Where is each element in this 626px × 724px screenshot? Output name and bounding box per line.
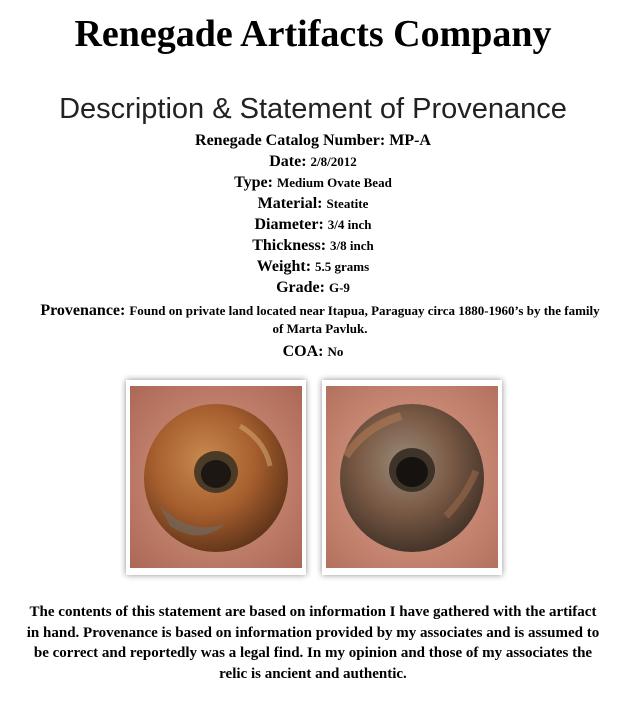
- field-value: 2/8/2012: [310, 154, 357, 169]
- field-label: Weight:: [256, 258, 312, 275]
- coa-row: [0, 341, 626, 362]
- field-grade: [0, 277, 626, 298]
- statement-footer: The contents of this statement are based on information I have gathered with the artifact in hand. Provenance is based on information provided by my associates and is assumed to be correct and reportedly was a legal find. In my opinion and those of my associates the relic is ancient and authentic.: [26, 604, 600, 682]
- field-label: Renegade Catalog Number:: [195, 132, 386, 149]
- field-material: [0, 193, 626, 214]
- field-value: 5.5 grams: [315, 259, 370, 274]
- field-label: Material:: [257, 195, 323, 212]
- artifact-fields: [0, 130, 626, 298]
- provenance-value: Found on private land located near Itapua, Paraguay circa 1880-1960’s by the family of Marta Pavluk.: [129, 303, 600, 336]
- coa-value: No: [327, 344, 344, 359]
- bead-back-icon: [326, 386, 498, 568]
- field-value: G-9: [328, 280, 350, 295]
- field-type: [0, 172, 626, 193]
- field-weight: [0, 256, 626, 277]
- field-diameter: [0, 214, 626, 235]
- field-value: MP-A: [389, 132, 431, 149]
- provenance-block: [40, 302, 600, 338]
- bead-photo-back: [322, 380, 502, 575]
- bead-photo-front: [126, 380, 306, 575]
- field-label: Diameter:: [254, 216, 324, 233]
- field-value: Steatite: [326, 196, 369, 211]
- provenance-label: Provenance:: [40, 302, 126, 319]
- field-value: Medium Ovate Bead: [276, 175, 392, 190]
- field-catalog-number: [0, 130, 626, 151]
- field-thickness: [0, 235, 626, 256]
- field-label: Grade:: [276, 279, 325, 296]
- field-value: 3/8 inch: [330, 238, 374, 253]
- field-label: Date:: [269, 153, 307, 170]
- company-title: Renegade Artifacts Company: [74, 13, 552, 55]
- field-label: Thickness:: [252, 237, 327, 254]
- coa-label: COA:: [282, 343, 324, 360]
- bead-front-icon: [130, 386, 302, 568]
- page-subtitle: Description & Statement of Provenance: [59, 93, 567, 125]
- field-date: [0, 151, 626, 172]
- field-value: 3/4 inch: [327, 217, 372, 232]
- field-label: Type:: [234, 174, 273, 191]
